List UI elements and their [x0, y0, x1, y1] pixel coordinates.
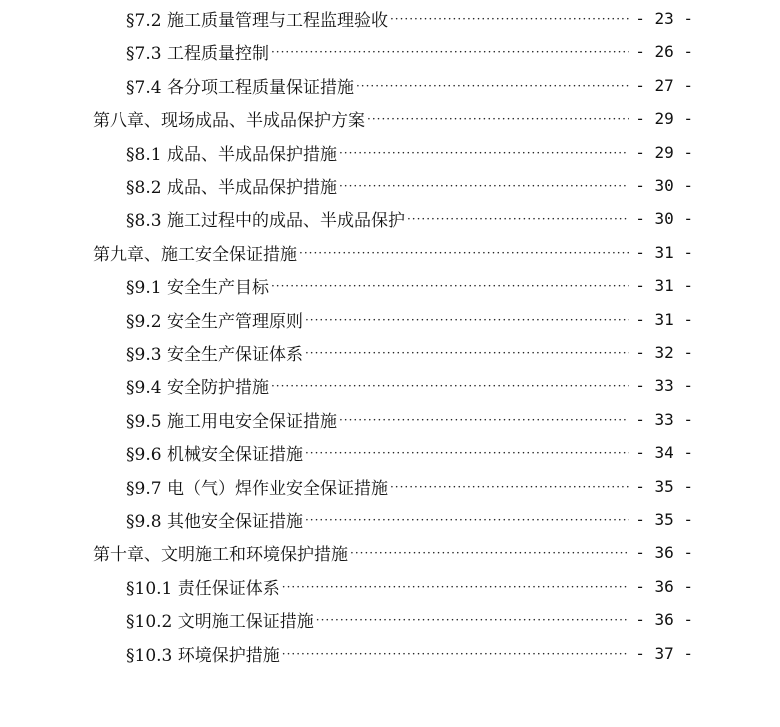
toc-chapter-entry[interactable] — [93, 239, 693, 265]
toc-entry-title: §10.1 责任保证体系 — [126, 578, 280, 599]
toc-leader-dots — [305, 446, 629, 465]
toc-entry-page: - 27 - — [635, 75, 693, 95]
toc-leader-dots — [356, 79, 629, 98]
toc-leader-dots — [350, 546, 629, 565]
toc-entry-page: - 37 - — [635, 643, 693, 663]
toc-entry[interactable] — [126, 506, 693, 532]
toc-chapter-entry[interactable] — [93, 105, 693, 131]
toc-entry-page: - 32 - — [635, 342, 693, 362]
toc-leader-dots — [339, 146, 629, 165]
toc-leader-dots — [271, 379, 629, 398]
toc-entry-title: 第八章、现场成品、半成品保护方案 — [93, 110, 365, 131]
toc-entry-title: §7.2 施工质量管理与工程监理验收 — [126, 10, 388, 31]
toc-leader-dots — [339, 413, 629, 432]
toc-leader-dots — [407, 212, 629, 231]
toc-entry-page: - 31 - — [635, 242, 693, 262]
toc-leader-dots — [282, 580, 629, 599]
toc-entry-title: 第九章、施工安全保证措施 — [93, 244, 297, 265]
toc-entry-title: §7.4 各分项工程质量保证措施 — [126, 77, 354, 98]
toc-entry[interactable] — [126, 439, 693, 465]
toc-entry-page: - 31 - — [635, 309, 693, 329]
toc-leader-dots — [305, 513, 629, 532]
toc-entry[interactable] — [126, 272, 693, 298]
toc-entry-page: - 26 - — [635, 41, 693, 61]
toc-leader-dots — [390, 480, 629, 499]
toc-entry[interactable] — [126, 606, 693, 632]
toc-entry-title: §9.7 电（气）焊作业安全保证措施 — [126, 478, 388, 499]
toc-entry-title: §9.5 施工用电安全保证措施 — [126, 411, 337, 432]
toc-chapter-entry[interactable] — [93, 539, 693, 565]
toc-entry-title: §9.1 安全生产目标 — [126, 277, 269, 298]
toc-entry[interactable] — [126, 306, 693, 332]
toc-leader-dots — [271, 279, 629, 298]
toc-leader-dots — [367, 112, 629, 131]
toc-leader-dots — [305, 346, 629, 365]
toc-entry[interactable] — [126, 339, 693, 365]
toc-entry-title: §8.1 成品、半成品保护措施 — [126, 144, 337, 165]
toc-entry-title: §9.8 其他安全保证措施 — [126, 511, 303, 532]
toc-entry-title: §10.2 文明施工保证措施 — [126, 611, 314, 632]
toc-entry-title: §9.6 机械安全保证措施 — [126, 444, 303, 465]
toc-leader-dots — [299, 246, 629, 265]
toc-entry-page: - 33 - — [635, 375, 693, 395]
toc-leader-dots — [305, 313, 629, 332]
toc-entry-page: - 36 - — [635, 576, 693, 596]
toc-entry-title: §7.3 工程质量控制 — [126, 43, 269, 64]
toc-entry-title: 第十章、文明施工和环境保护措施 — [93, 544, 348, 565]
toc-entry-page: - 35 - — [635, 476, 693, 496]
toc-entry[interactable] — [126, 640, 693, 666]
toc-entry-title: §9.2 安全生产管理原则 — [126, 311, 303, 332]
toc-entry-page: - 29 - — [635, 142, 693, 162]
toc-entry-page: - 36 - — [635, 542, 693, 562]
toc-entry-title: §10.3 环境保护措施 — [126, 645, 280, 666]
toc-entry-page: - 33 - — [635, 409, 693, 429]
toc-leader-dots — [339, 179, 629, 198]
toc-entry[interactable] — [126, 172, 693, 198]
toc-entry[interactable] — [126, 573, 693, 599]
toc-entry-title: §8.3 施工过程中的成品、半成品保护 — [126, 210, 405, 231]
toc-entry-title: §9.3 安全生产保证体系 — [126, 344, 303, 365]
toc-leader-dots — [282, 647, 629, 666]
toc-entry-page: - 30 - — [635, 208, 693, 228]
toc-entry[interactable] — [126, 205, 693, 231]
toc-entry-page: - 31 - — [635, 275, 693, 295]
toc-entry[interactable] — [126, 72, 693, 98]
toc-entry[interactable] — [126, 139, 693, 165]
toc-entry-page: - 36 - — [635, 609, 693, 629]
toc-entry[interactable] — [126, 5, 693, 31]
toc-entry-page: - 34 - — [635, 442, 693, 462]
toc-leader-dots — [271, 45, 629, 64]
toc-entry-page: - 30 - — [635, 175, 693, 195]
toc-entry-page: - 35 - — [635, 509, 693, 529]
toc-leader-dots — [390, 12, 629, 31]
toc-entry-page: - 29 - — [635, 108, 693, 128]
toc-entry-page: - 23 - — [635, 8, 693, 28]
toc-entry[interactable] — [126, 473, 693, 499]
toc-entry-title: §8.2 成品、半成品保护措施 — [126, 177, 337, 198]
toc-entry[interactable] — [126, 38, 693, 64]
toc-leader-dots — [316, 613, 629, 632]
toc-entry[interactable] — [126, 406, 693, 432]
toc-entry-title: §9.4 安全防护措施 — [126, 377, 269, 398]
toc-entry[interactable] — [126, 372, 693, 398]
